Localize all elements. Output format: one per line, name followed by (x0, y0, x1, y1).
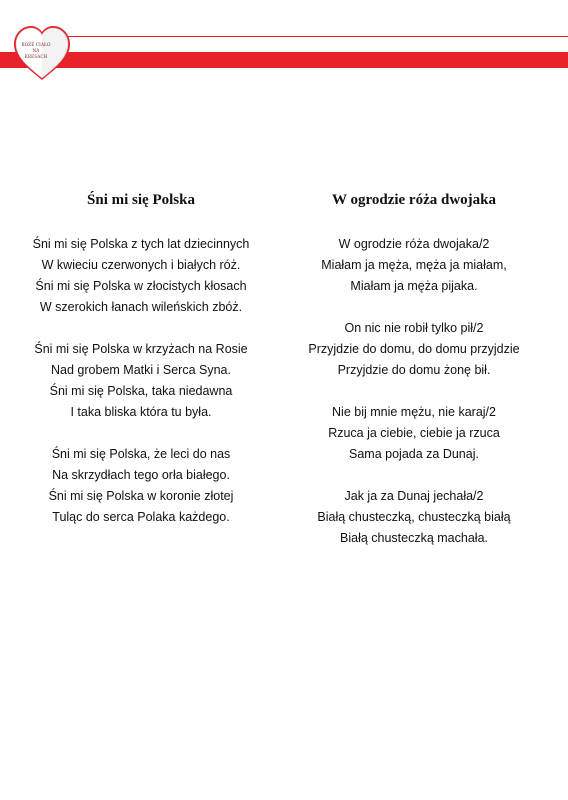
poem-line: Nad grobem Matki i Serca Syna. (51, 363, 231, 377)
poem-line: Śni mi się Polska w krzyżach na Rosie (34, 342, 248, 356)
poem-line: Białą chusteczką machała. (340, 531, 488, 545)
poem-line: Sama pojada za Dunaj. (349, 447, 479, 461)
poem-line: Śni mi się Polska z tych lat dziecinnych (32, 237, 250, 251)
poem-line: W kwieciu czerwonych i białych róż. (41, 258, 241, 272)
poem-line: Przyjdzie do domu, do domu przyjdzie (308, 342, 520, 356)
stanza (11, 339, 271, 423)
poem-line: Białą chusteczką, chusteczką białą (317, 510, 511, 524)
poem-title: Śni mi się Polska (87, 192, 195, 208)
stanza (11, 444, 271, 528)
poem-line: Na skrzydłach tego orła białego. (52, 468, 230, 482)
logo-line: BOŻE CIAŁO (21, 42, 51, 47)
poem-line: On nic nie robił tylko pił/2 (344, 321, 484, 335)
poem-line: Miałam ja męża, męża ja miałam, (321, 258, 507, 272)
stanza (284, 318, 544, 381)
poem-line: Śni mi się Polska w koronie złotej (48, 489, 234, 503)
poem-line: Śni mi się Polska, taka niedawna (49, 384, 233, 398)
poem-line: Śni mi się Polska, że leci do nas (51, 447, 231, 461)
poem-right (284, 186, 544, 570)
poem-line: Przyjdzie do domu żonę bił. (337, 363, 491, 377)
poem-line: Rzuca ja ciebie, ciebie ja rzuca (328, 426, 500, 440)
poem-line: Nie bij mnie mężu, nie karaj/2 (332, 405, 496, 419)
poem-left (11, 186, 271, 549)
header-band (0, 0, 568, 80)
logo-line: KRESACH (24, 54, 48, 59)
logo-text (16, 42, 56, 60)
poem-title: W ogrodzie róża dwojaka (331, 192, 497, 208)
poem-line: W ogrodzie róża dwojaka/2 (338, 237, 490, 251)
poem-line: Śni mi się Polska w złocistych kłosach (35, 279, 247, 293)
logo-line: NA (32, 48, 40, 53)
stanza (284, 402, 544, 465)
poem-line: Tuląc do serca Polaka każdego. (52, 510, 230, 524)
stanza (284, 486, 544, 549)
poem-line: Jak ja za Dunaj jechała/2 (344, 489, 484, 503)
poem-line: W szerokich łanach wileńskich zbóż. (39, 300, 243, 314)
header-thick-stripe (0, 52, 568, 68)
poem-line: I taka bliska która tu była. (70, 405, 212, 419)
stanza (284, 234, 544, 297)
poem-line: Miałam ja męża pijaka. (350, 279, 478, 293)
stanza (11, 234, 271, 318)
header-thin-stripe (55, 36, 568, 37)
